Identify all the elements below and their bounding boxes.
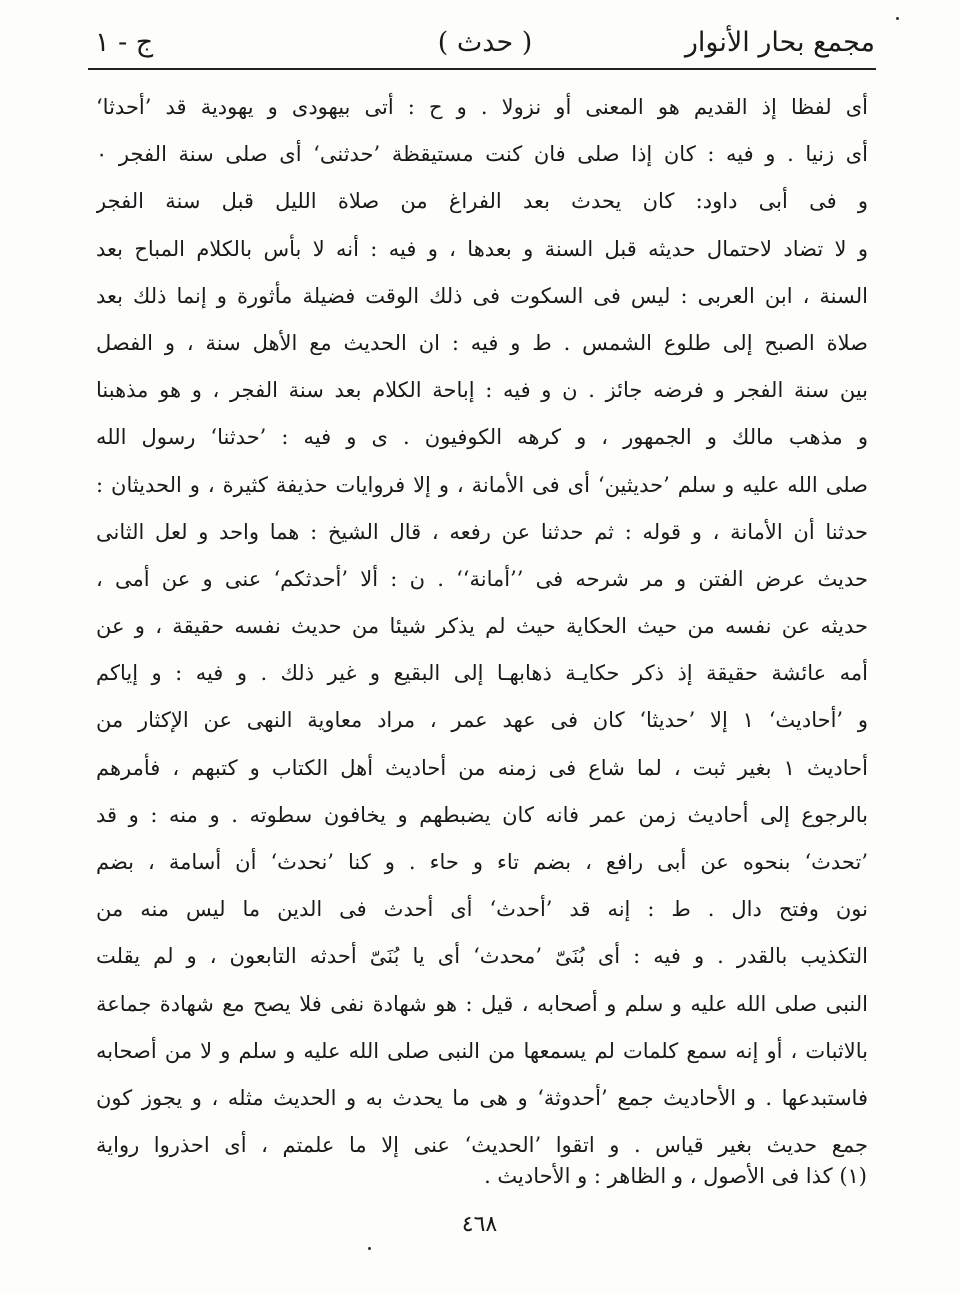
volume-number: ج - ١: [95, 27, 154, 58]
text-line: أى لفظا إذ القديم هو المعنى أو نزولا . و ح : أتى بيهودى و يهودية قد ’أحدثا‘: [96, 95, 868, 119]
footnote: (١) كذا فى الأصول ، و الظاهر : و الأحاديث .: [484, 1164, 867, 1188]
main-text: [96, 84, 868, 1169]
text-line: و فى أبى داود: كان يحدث بعد الفراغ من صلاة الليل قبل سنة الفجر: [96, 189, 868, 214]
text-line: و مذهب مالك و الجمهور ، و كرهه الكوفيون . ى و فيه : ’حدثنا‘ رسول الله: [96, 425, 868, 450]
text-line: حديث عرض الفتن و مر شرحه فى ’’أمانة‘‘ . ن : ألا ’أحدثكم‘ عنى و عن أمى ،: [96, 566, 868, 591]
scan-speck: [896, 17, 899, 20]
text-line: فاستبدعها . و الأحاديث جمع ’أحدوثة‘ و هى ما يحدث به و الحديث مثله ، و يجوز كون: [96, 1085, 868, 1110]
running-header: [95, 22, 875, 66]
text-line: ’تحدث‘ بنحوه عن أبى رافع ، بضم تاء و حاء . و كنا ’نحدث‘ أن أسامة ، بضم: [96, 850, 868, 874]
text-line: بالاثبات ، أو إنه سمع كلمات لم يسمعها من النبى صلى الله عليه و سلم و لا من أصحابه: [96, 1038, 868, 1063]
text-line: النبى صلى الله عليه و سلم و أصحابه ، قيل : هو شهادة نفى فلا يصح مع شهادة جماعة: [96, 991, 868, 1016]
scan-speck: [368, 1247, 371, 1250]
text-line: و ’أحاديث‘ ١ إلا ’حديثا‘ كان فى عهد عمر ، مراد معاوية النهى عن الإكثار من: [96, 708, 868, 733]
text-line: أحاديث ١ بغير ثبت ، لما شاع فى زمنه من أحاديث أهل الكتاب و كتبهم ، فأمرهم: [96, 755, 868, 780]
text-line: و لا تضاد لاحتمال حديثه قبل السنة و بعدها ، و فيه : أنه لا بأس بالكلام المباح بعد: [96, 236, 868, 261]
book-title: مجمع بحار الأنوار: [684, 27, 875, 58]
text-line: حديثه عن نفسه من حيث الحكاية حيث لم يذكر شيئا من حديث نفسه حقيقة ، و عن: [96, 614, 868, 639]
text-line: بين سنة الفجر و فرضه جائز . ن و فيه : إباحة الكلام بعد سنة الفجر ، و هو مذهبنا: [96, 378, 868, 403]
text-line: حدثنا أن الأمانة ، و قوله : ثم حدثنا عن رفعه ، قال الشيخ : هما واحد و لعل الثانى: [96, 519, 868, 544]
text-line: نون وفتح دال . ط : إنه قد ’أحدث‘ أى أحدث فى الدين ما ليس منه من: [96, 897, 868, 922]
text-line: التكذيب بالقدر . و فيه : أى بُنَىّ ’محدث‘ أى يا بُنَىّ أحدثه التابعون ، و لم يقلت: [96, 944, 868, 969]
text-line: أمه عائشة حقيقة إذ ذكر حكايـة ذهابهـا إلى البقيع و غير ذلك . و فيه : و إياكم: [96, 661, 868, 686]
text-line: جمع حديث بغير قياس . و اتقوا ’الحديث‘ عنى إلا ما علمتم ، أى احذروا رواية: [96, 1133, 868, 1158]
text-line: أى زنيا . و فيه : كان إذا صلى فان كنت مستيقظة ’حدثنى‘ أى صلى سنة الفجر ٠: [96, 142, 868, 167]
text-line: صلاة الصبح إلى طلوع الشمس . ط و فيه : ان الحديث مع الأهل سنة ، و الفصل: [96, 330, 868, 355]
page-number: ٤٦٨: [461, 1212, 498, 1237]
text-line: السنة ، ابن العربى : ليس فى السكوت فى ذلك الوقت فضيلة مأثورة و إنما ذلك بعد: [96, 283, 868, 308]
text-line: بالرجوع إلى أحاديث زمن عمر فانه كان يضبطهم و يخافون سطوته . و منه : و قد: [96, 802, 868, 827]
text-line: صلى الله عليه و سلم ’حديثين‘ أى فى الأمانة ، و إلا فروايات حذيفة كثيرة ، و الحديثان :: [96, 472, 868, 497]
header-rule: [88, 68, 876, 70]
root-word-heading: ( حدث ): [437, 27, 533, 58]
